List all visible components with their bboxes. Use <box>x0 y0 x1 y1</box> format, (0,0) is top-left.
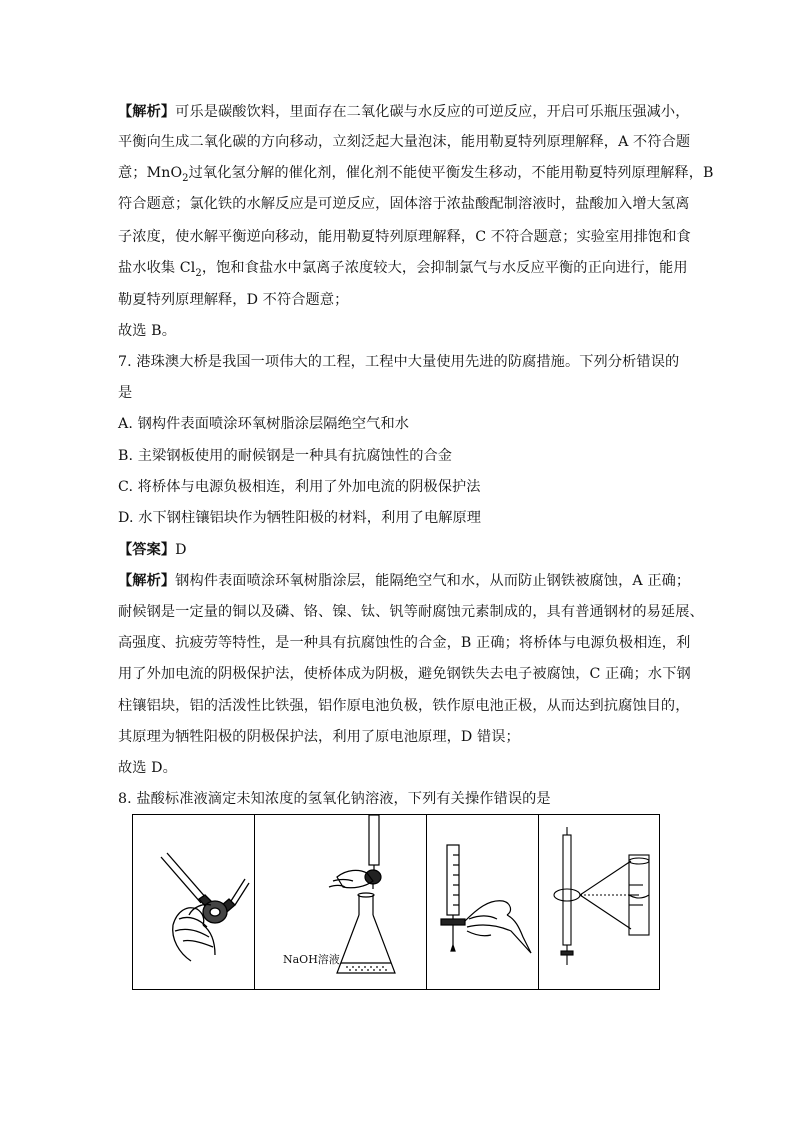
figure-cell-1 <box>133 815 255 989</box>
line-text: 盐水收集 Cl <box>118 260 196 276</box>
answer-value: D <box>175 542 187 558</box>
analysis-7-line-1 <box>118 571 690 591</box>
analysis-text: 可乐是碳酸饮料，里面存在二氧化碳与水反应的可逆反应，开启可乐瓶压强减小， <box>175 104 690 120</box>
analysis-7-line-4: 用了外加电流的阴极保护法，使桥体成为阴极，避免钢铁失去电子被腐蚀，C 正确；水下钢 <box>118 666 691 682</box>
analysis-line-7: 勒夏特列原理解释，D 不符合题意； <box>118 292 349 308</box>
analysis-7-line-2: 耐候钢是一定量的铜以及磷、铬、镍、钛、钒等耐腐蚀元素制成的，具有普通钢材的易延展、 <box>118 604 704 620</box>
analysis-text: 钢构件表面喷涂环氧树脂涂层，能隔绝空气和水，从而防止钢铁被腐蚀，A 正确； <box>175 573 691 589</box>
question-7-stem-cont: 是 <box>118 385 133 401</box>
answer-line <box>118 540 187 560</box>
analysis-line-2: 平衡向生成二氧化碳的方向移动，立刻泛起大量泡沫，能用勒夏特列原理解释，A 不符合题 <box>118 134 691 150</box>
figure-table <box>132 814 660 990</box>
figure-cell-4 <box>539 815 659 989</box>
analysis-line-4: 符合题意；氯化铁的水解反应是可逆反应，固体溶于浓盐酸配制溶液时，盐酸加入增大氢离 <box>118 196 690 212</box>
question-7-stem: 7. 港珠澳大桥是我国一项伟大的工程，工程中大量使用先进的防腐措施。下列分析错误的 <box>118 354 680 370</box>
analysis-7-line-5: 柱镶铝块，铝的活泼性比铁强，铝作原电池负极，铁作原电池正极，从而达到抗腐蚀目的， <box>118 698 690 714</box>
hand-rubber-tube-illustration <box>133 815 255 989</box>
naoh-solution-label: NaOH溶液 <box>283 953 340 966</box>
flask-titration-illustration <box>255 815 427 989</box>
conclusion-6: 故选 B。 <box>118 323 176 339</box>
analysis-line-6 <box>118 258 688 284</box>
analysis-label: 【解析】 <box>118 573 176 589</box>
option-c: C. 将桥体与电源负极相连，利用了外加电流的阴极保护法 <box>118 479 481 495</box>
burette-reading-illustration <box>539 815 659 989</box>
line-text: 过氧化氢分解的催化剂，催化剂不能使平衡发生移动，不能用勒夏特列原理解释，B <box>188 165 714 181</box>
line-text: ，饱和食盐水中氯离子浓度较大，会抑制氯气与水反应平衡的正向进行，能用 <box>201 260 688 276</box>
option-b: B. 主梁钢板使用的耐候钢是一种具有抗腐蚀性的合金 <box>118 448 453 464</box>
analysis-7-line-3: 高强度、抗疲劳等特性，是一种具有抗腐蚀性的合金，B 正确；将桥体与电源负极相连，利 <box>118 635 691 651</box>
subscript: 2 <box>195 267 202 279</box>
analysis-line-3 <box>118 163 714 189</box>
option-a: A. 钢构件表面喷涂环氧树脂涂层隔绝空气和水 <box>118 416 410 432</box>
analysis-line-1 <box>118 102 690 122</box>
figure-cell-2 <box>255 815 427 989</box>
burette-stopcock-illustration <box>427 815 539 989</box>
option-d: D. 水下钢柱镶铝块作为牺牲阳极的材料，利用了电解原理 <box>118 510 482 526</box>
analysis-7-line-6: 其原理为牺牲阳极的阴极保护法，利用了原电池原理，D 错误； <box>118 729 520 745</box>
question-8-stem: 8. 盐酸标准液滴定未知浓度的氢氧化钠溶液，下列有关操作错误的是 <box>118 791 551 807</box>
analysis-label: 【解析】 <box>118 104 176 120</box>
figure-cell-3 <box>427 815 539 989</box>
line-text: 意；MnO <box>118 165 183 181</box>
conclusion-7: 故选 D。 <box>118 760 177 776</box>
analysis-line-5: 子浓度，使水解平衡逆向移动，能用勒夏特列原理解释，C 不符合题意；实验室用排饱和食 <box>118 229 691 245</box>
answer-label: 【答案】 <box>118 542 176 558</box>
subscript: 2 <box>182 172 189 184</box>
